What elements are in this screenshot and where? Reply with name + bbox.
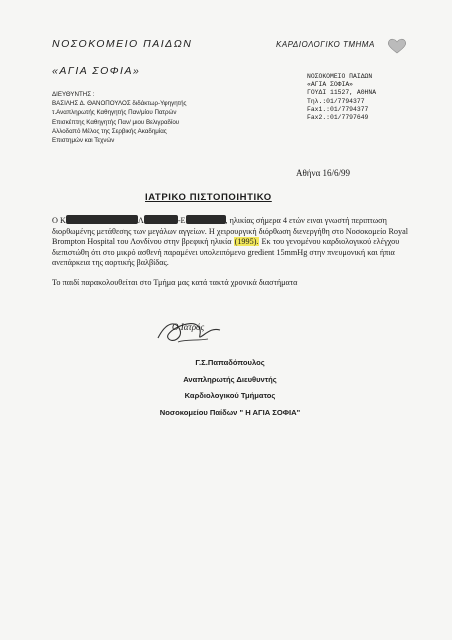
director-line: Επισκέπτης Καθηγητής Παν/ μιου Βελιγραδίου <box>52 118 180 126</box>
heart-logo-icon <box>386 38 408 54</box>
contact-info <box>307 73 376 122</box>
signature-block <box>120 355 340 421</box>
text-segment: Εκ του γενομένου καρδιολογικού ελέγχου διεπιστώθη ότι στο μικρό ασθενή παραμένει υπολειπόμενο gredient 15mmHg στην πνευμονική και ήπια ανεπάρκεια της αορτικής βαλβίδας. <box>52 237 400 268</box>
contact-line: ΝΟΣΟΚΟΜΕΙΟ ΠΑΙΔΩΝ <box>307 73 373 80</box>
signer-title: Αναπληρωτής Διευθυντής <box>183 374 277 384</box>
contact-line: Fax1.:01/7794377 <box>307 105 369 113</box>
signature-label: Ο Ιατρός <box>172 322 205 332</box>
director-line: Επιστημών και Τεχνών <box>52 137 115 145</box>
director-line: ΔΙΕΥΘΥΝΤΗΣ : <box>52 91 95 98</box>
text-segment: , ηλικίας σήμερα 4 ετών ειναι γνωστή περιπτωση διορθωμένης μετάθεσης των μεγάλων αγγείων. Η χειρουργική διόρθωση διενεργήθη στο Νοσοκομείο Royal Brompton Hospital του Λονδίνου στην βρεφική ηλικία <box>52 216 409 247</box>
redaction-bar <box>66 215 138 224</box>
document-title: ΙΑΤΡΙΚΟ ΠΙΣΤΟΠΟΙΗΤΙΚΟ <box>145 192 272 203</box>
paragraph-2: Το παιδί παρακολουθείται στο Τμήμα μας κατά τακτά χρονικά διαστήματα <box>52 277 298 287</box>
director-line: ΒΑΣΙΛΗΣ Δ. ΘΑΝΟΠΟΥΛΟΣ διδάκτωρ-Υφηγητής <box>52 100 187 108</box>
director-line: Αλλοδαπό Μέλος της Σερβικής Ακαδημίας <box>52 127 167 135</box>
contact-line: Τηλ.:01/7794377 <box>307 97 365 105</box>
director-info <box>52 90 187 145</box>
letter-body <box>52 215 412 289</box>
redaction-bar <box>144 215 178 224</box>
director-line: τ.Αναπληρωτής Καθηγητής Παν/μίου Πατρών <box>52 109 177 117</box>
paragraph-1 <box>52 215 412 269</box>
redaction-bar <box>186 215 226 224</box>
signer-name: Γ.Σ.Παπαδόπουλος <box>195 358 265 367</box>
department-name: ΚΑΡΔΙΟΛΟΓΙΚΟ ΤΜΗΜΑ <box>276 40 375 49</box>
highlighted-year: (1995). <box>234 237 259 247</box>
text-segment: Ο Κ <box>52 216 66 225</box>
hospital-subname: «ΑΓΙΑ ΣΟΦΙΑ» <box>52 65 141 77</box>
text-segment: -Ε <box>177 216 186 225</box>
signer-department: Καρδιολογικού Τμήματος <box>184 391 276 400</box>
contact-line: Fax2.:01/7797649 <box>307 114 369 122</box>
hospital-name: ΝΟΣΟΚΟΜΕΙΟ ΠΑΙΔΩΝ <box>52 38 193 50</box>
text-segment: Λ <box>137 216 144 225</box>
handwritten-signature <box>150 312 230 352</box>
contact-line: «ΑΓΙΑ ΣΟΦΙΑ» <box>307 81 354 89</box>
contact-line: ΓΟΥΔΙ 11527, ΑΘΗΝΑ <box>307 89 377 97</box>
letter-date: Αθήνα 16/6/99 <box>296 168 351 178</box>
letterhead-left <box>52 38 192 77</box>
signer-hospital: Νοσοκομείου Παίδων " Η ΑΓΙΑ ΣΟΦΙΑ" <box>159 407 301 417</box>
